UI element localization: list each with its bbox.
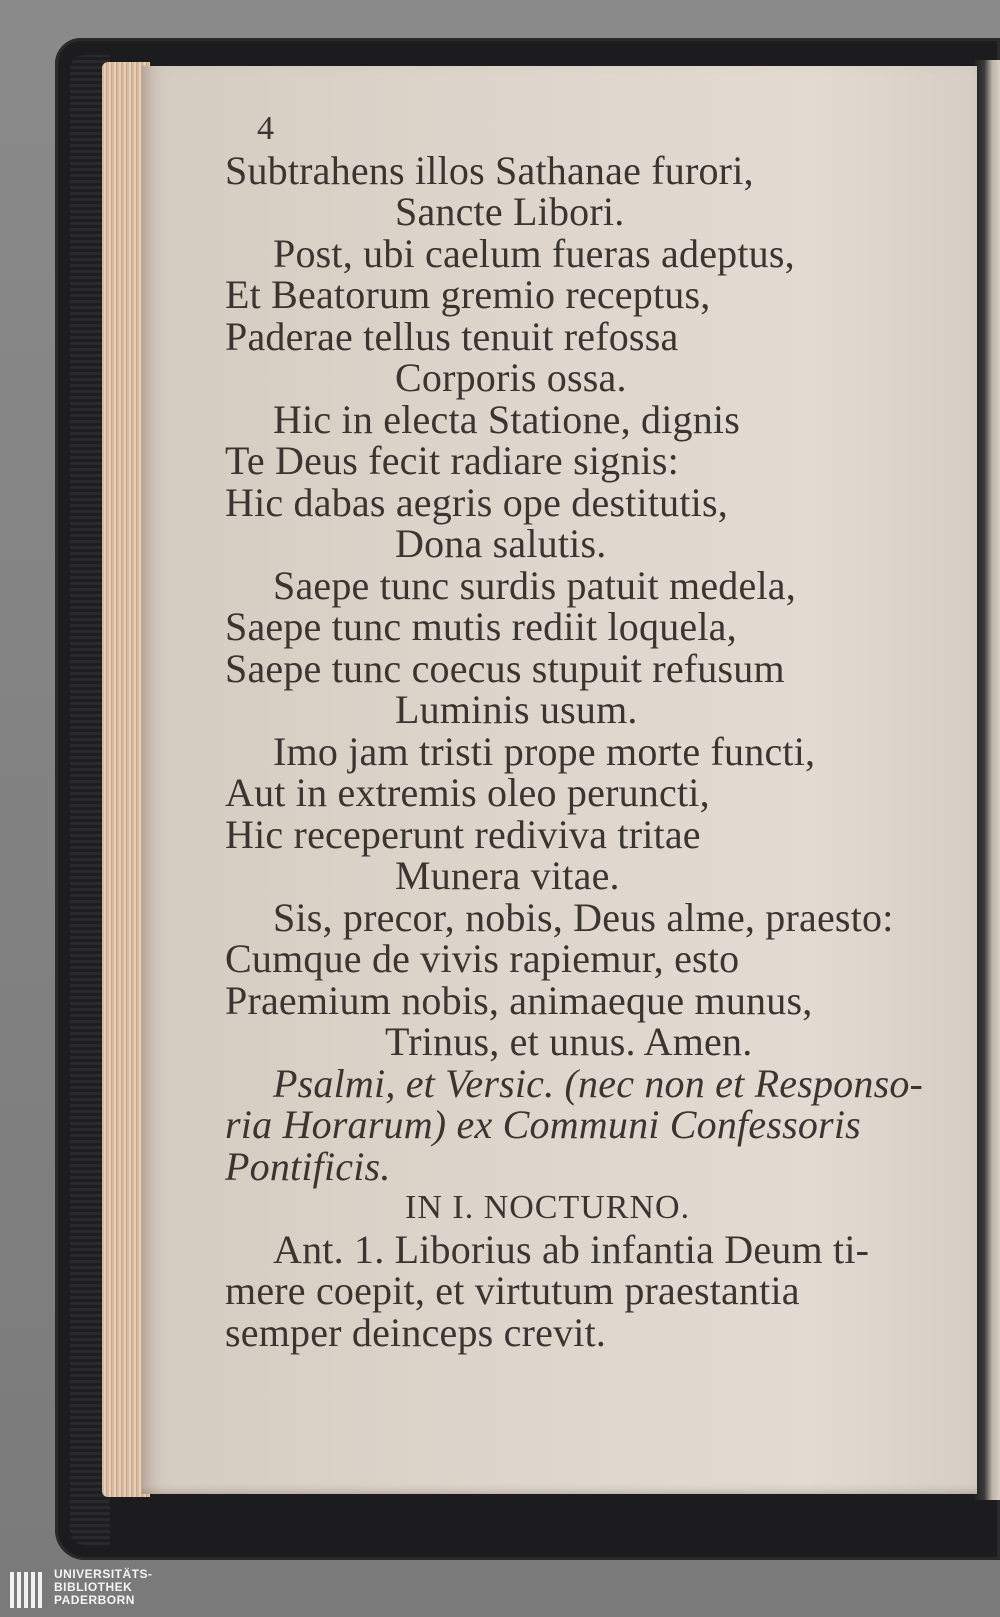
text-line: mere coepit, et virtutum praestantia bbox=[225, 1268, 800, 1313]
text-line: Paderae tellus tenuit refossa bbox=[225, 313, 679, 359]
text-line: Aut in extremis oleo peruncti, bbox=[225, 770, 710, 815]
page-number: 4 bbox=[257, 110, 275, 147]
page-text bbox=[225, 108, 965, 1353]
text-line: Saepe tunc mutis rediit loquela, bbox=[225, 604, 737, 649]
text-line: Hic dabas aegris ope destitutis, bbox=[225, 479, 728, 525]
text-line: Te Deus fecit radiare signis: bbox=[225, 438, 679, 483]
text-line: IN I. NOCTURNO. bbox=[405, 1189, 691, 1226]
logo-line-1: UNIVERSITÄTS- bbox=[54, 1567, 153, 1581]
binding-gutter bbox=[974, 60, 1000, 1500]
text-line: semper deinceps crevit. bbox=[225, 1309, 607, 1355]
text-line: Imo jam tristi prope morte functi, bbox=[273, 728, 816, 774]
library-logo-text bbox=[54, 1568, 153, 1607]
hymn-lines bbox=[225, 147, 965, 1355]
text-line: Luminis usum. bbox=[395, 687, 638, 732]
text-line: Saepe tunc coecus stupuit refusum bbox=[225, 645, 785, 691]
text-line: Post, ubi caelum fueras adeptus, bbox=[273, 230, 795, 276]
text-line: Sis, precor, nobis, Deus alme, praesto: bbox=[273, 894, 894, 940]
text-line: Dona salutis. bbox=[395, 521, 607, 566]
text-line: Subtrahens illos Sathanae furori, bbox=[225, 147, 754, 193]
text-line: Praemium nobis, animaeque munus, bbox=[225, 977, 813, 1023]
text-line: Pontificis. bbox=[225, 1143, 391, 1189]
text-line: Psalmi, et Versic. (nec non et Responso- bbox=[273, 1060, 924, 1106]
text-line: Munera vitae. bbox=[395, 853, 620, 898]
text-line: Corporis ossa. bbox=[395, 355, 627, 400]
text-line: Hic in electa Statione, dignis bbox=[273, 396, 740, 442]
text-line: Saepe tunc surdis patuit medela, bbox=[273, 562, 796, 608]
text-line: Trinus, et unus. Amen. bbox=[385, 1019, 753, 1064]
text-line: Cumque de vivis rapiemur, esto bbox=[225, 936, 740, 981]
logo-line-2: BIBLIOTHEK bbox=[54, 1580, 133, 1594]
text-line: Et Beatorum gremio receptus, bbox=[225, 272, 711, 317]
text-line: Ant. 1. Liborius ab infantia Deum ti- bbox=[273, 1226, 870, 1272]
logo-line-3: PADERBORN bbox=[54, 1593, 135, 1607]
text-line: ria Horarum) ex Communi Confessoris bbox=[225, 1102, 861, 1147]
text-line: Sancte Libori. bbox=[395, 189, 625, 234]
library-logo-icon bbox=[8, 1568, 48, 1614]
text-line: Hic receperunt rediviva tritae bbox=[225, 811, 701, 857]
